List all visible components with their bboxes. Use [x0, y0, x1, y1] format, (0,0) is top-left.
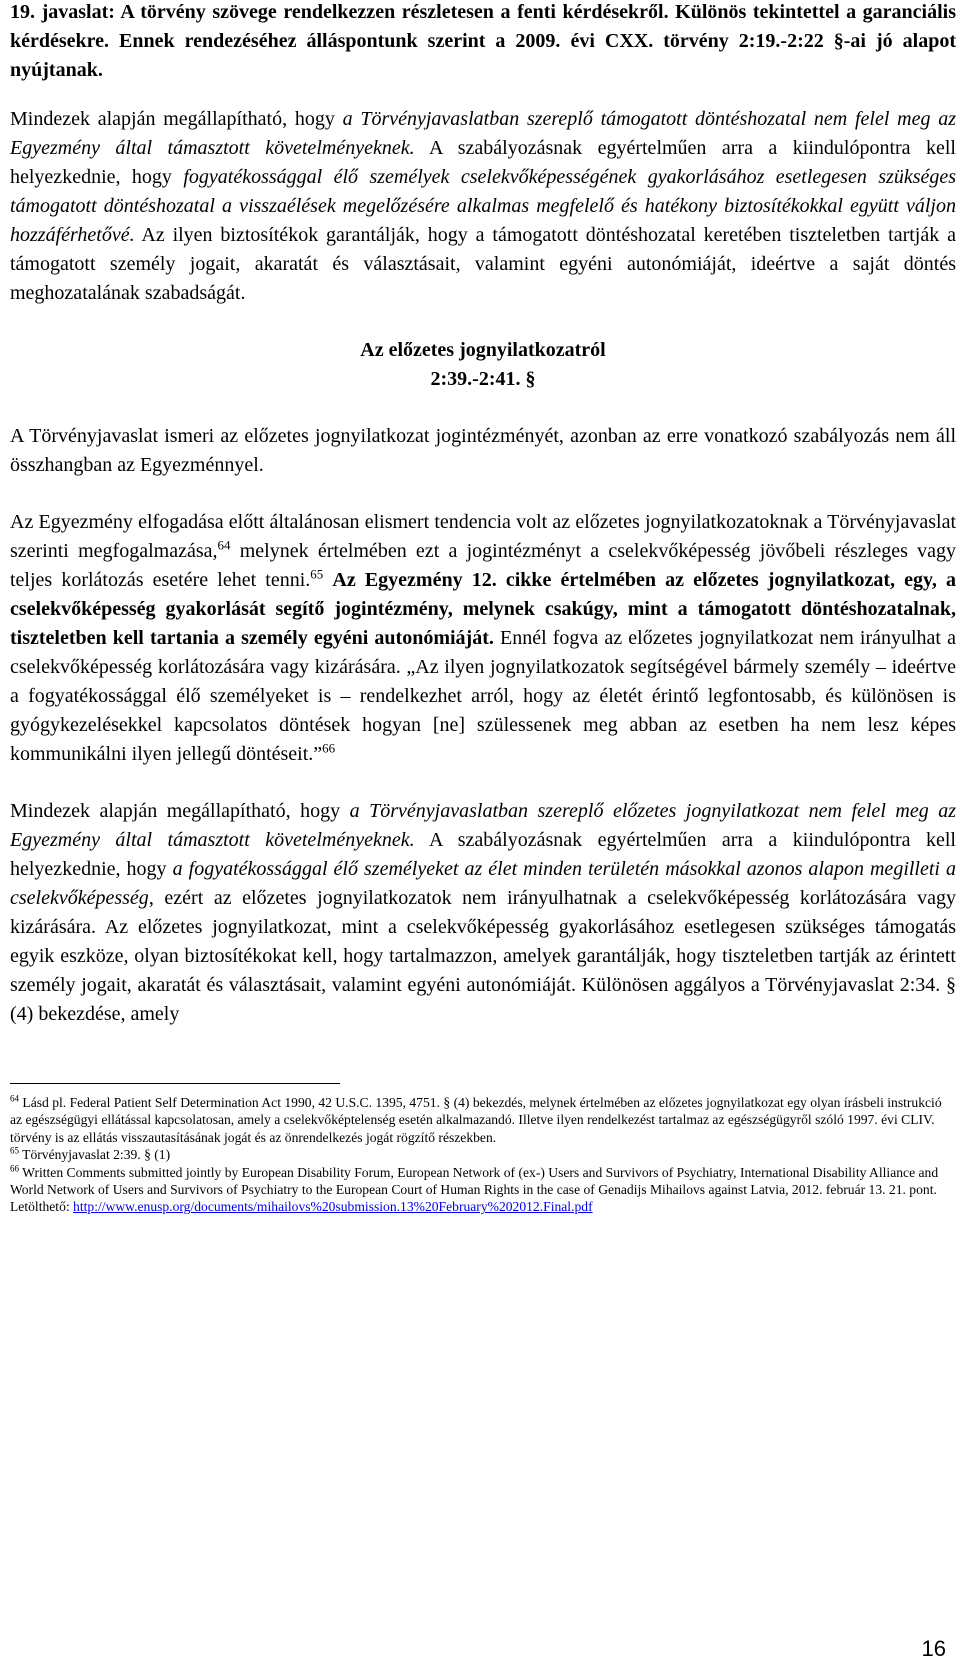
- footnote-text: Written Comments submitted jointly by European Disability Forum, European Network of (ex-) Users and Survivors of Psychiatry, International Disability Alliance and World Network of Users and Survivors of Psychiatry to the European Court of Human Rights in the case of Genadijs Mihailovs against Latvia, 2012. február 13. 21. pont. Letölthető:: [10, 1164, 939, 1215]
- document-page: [10, 0, 956, 1216]
- footnote-ref-64[interactable]: 64: [217, 537, 231, 553]
- footnote-66: [10, 1164, 956, 1216]
- footnote-text: Lásd pl. Federal Patient Self Determination Act 1990, 42 U.S.C. 1395, 4751. § (4) bekezdés, melynek értelmében az előzetes jognyilatkozat egy olyan írásbeli instrukció az egészségügyi ellátással kapcsolatosan, amely a cselekvőképtelenség esetén alkalmazandó. Illetve ilyen rendelkezést tartalmaz az egészségügyről szóló 1997. évi CLIV. törvény is az ellátás visszautasításának jogát és az önrendelkezés jogát rögzítő részekben.: [10, 1095, 942, 1145]
- footnote-65: [10, 1146, 956, 1163]
- footnote-number: 65: [10, 1145, 19, 1156]
- support-conclusion-paragraph: [10, 105, 956, 308]
- advance-directive-conclusion-paragraph: [10, 797, 956, 1029]
- text-span: Ennél fogva az előzetes jognyilatkozat nem irányulhat a cselekvőképesség korlátozására vagy kizárására. „Az ilyen jognyilatkozatok segítségével bármely személy – ideértve a fogyatékossággal élő személyeket is – rendelkezhet arról, hogy az életét érintő legfontosabb, és különösen is gyógykezelésekkel kapcsolatos döntések hogyan [ne] szülessenek meg abban az esetben ha nem lesz képes kommunikálni ilyen jellegű döntéseit.”: [10, 627, 956, 765]
- footnote-ref-65[interactable]: 65: [310, 566, 324, 582]
- italic-span: a Törvényjavaslatban szereplő előzetes jognyilatkozat nem felel meg az Egyezmény által támasztott követelményeknek.: [10, 800, 957, 851]
- text-span: A szabályozásnak egyértelműen arra a kiindulópontra kell helyezkednie, hogy: [10, 137, 956, 188]
- text-span: , ezért az előzetes jognyilatkozatok nem irányulhatnak a cselekvőképesség korlátozására vagy kizárására. Az előzetes jognyilatkozat, mint a cselekvőképesség gyakorlásához esetlegesen szükséges támogatás egyik eszköze, olyan biztosítékokat kell, hogy tartalmazzon, amelyek garantálják, hogy tiszteletben tartják az érintett személy jogait, akaratát és választásait, valamint egyéni autonómiáját. Különösen aggályos a Törvényjavaslat 2:34. § (4) bekezdése, amely: [10, 887, 956, 1025]
- intro-paragraph: A Törvényjavaslat ismeri az előzetes jognyilatkozat jogintézményét, azonban az erre vonatkozó szabályozás nem áll összhangban az Egyezménnyel.: [10, 425, 956, 476]
- text-span: Mindezek alapján megállapítható, hogy: [10, 800, 350, 822]
- proposal-19: [10, 0, 956, 85]
- text-span: Az Egyezmény elfogadása előtt általánosan elismert tendencia volt az előzetes jognyilatkozatoknak a Törvényjavaslat szerinti megfogalmazása,: [10, 511, 956, 562]
- footnote-number: 66: [10, 1163, 19, 1174]
- italic-span: a fogyatékossággal élő személyeket az élet minden területén másokkal azonos alapon megilleti a cselekvőképesség: [10, 858, 957, 909]
- italic-span: fogyatékossággal élő személyek cselekvőképességének gyakorlásához esetlegesen szükséges támogatott döntéshozatal a visszaélések megelőzésére alkalmas megfelelő és hatékony biztosítékokkal együtt váljon hozzáférhetővé.: [10, 166, 957, 246]
- italic-span: a Törvényjavaslatban szereplő támogatott döntéshozatal nem felel meg az Egyezmény által támasztott követelményeknek.: [10, 108, 957, 159]
- text-span: Az ilyen biztosítékok garantálják, hogy a támogatott döntéshozatal keretében tiszteletben tartják a támogatott személy jogait, akaratát és választásait, valamint egyéni autonómiáját, ideértve a saját döntés meghozatalának szabadságát.: [10, 224, 956, 304]
- text-span: melynek értelmében ezt a jogintézményt a cselekvőképesség jövőbeli részleges vagy teljes korlátozás esetére lehet tenni.: [10, 540, 956, 591]
- text-span: A szabályozásnak egyértelműen arra a kiindulópontra kell helyezkednie, hogy: [10, 829, 956, 880]
- page-number: 16: [921, 1636, 946, 1661]
- convention-paragraph: [10, 508, 956, 769]
- proposal-19-text: 19. javaslat: A törvény szövege rendelkezzen részletesen a fenti kérdésekről. Különös tekintettel a garanciális kérdésekre. Ennek rendezéséhez álláspontunk szerint a 2009. évi CXX. törvény 2:19.-2:22 §-ai jó alapot nyújtanak.: [10, 1, 956, 81]
- section-heading-paragraphs: 2:39.-2:41. §: [430, 368, 536, 390]
- section-heading-title: Az előzetes jognyilatkozatról: [360, 339, 606, 361]
- text-span: Mindezek alapján megállapítható, hogy: [10, 108, 343, 130]
- footnote-number: 64: [10, 1093, 19, 1104]
- download-link[interactable]: http://www.enusp.org/documents/mihailovs%20submission.13%20February%202012.Final.pdf: [73, 1199, 593, 1215]
- bold-span: Az Egyezmény 12. cikke értelmében az előzetes jognyilatkozat, egy, a cselekvőképesség gyakorlását segítő jogintézmény, melynek csakúgy, mint a támogatott döntéshozatalnak, tiszteletben kell tartania a személy egyéni autonómiáját.: [10, 569, 957, 649]
- footnote-text: Törvényjavaslat 2:39. § (1): [19, 1147, 171, 1163]
- footnote-ref-66[interactable]: 66: [322, 740, 336, 756]
- footnote-separator: [10, 1083, 340, 1084]
- footnote-64: [10, 1094, 956, 1146]
